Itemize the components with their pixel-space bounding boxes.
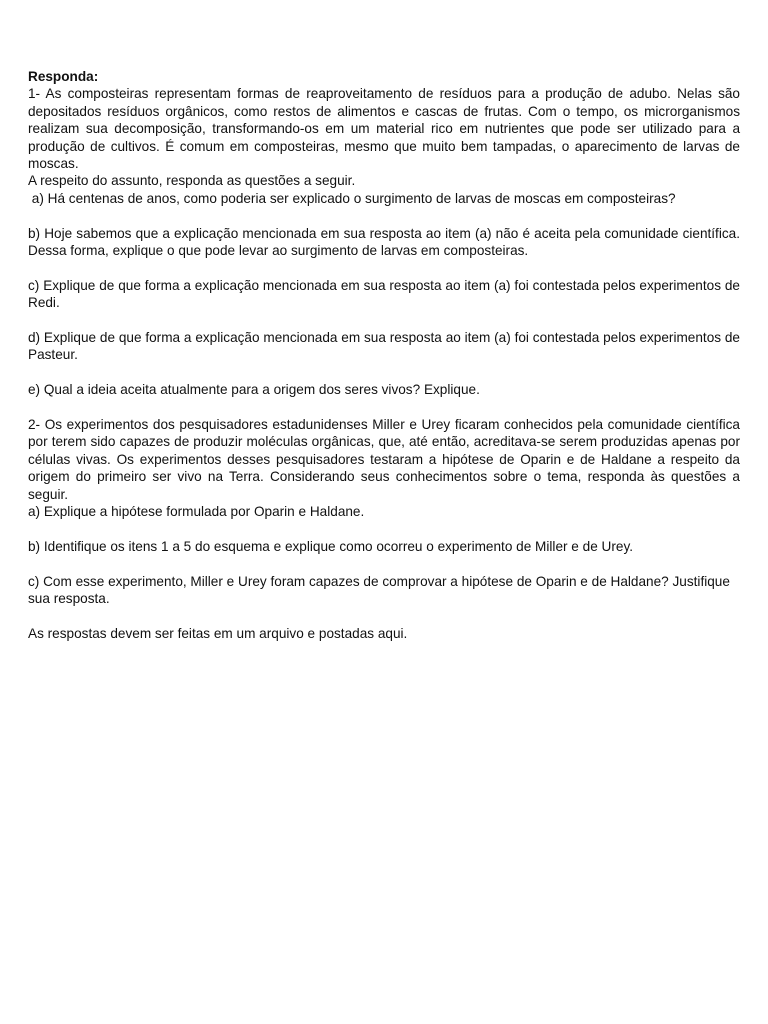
footer-note: As respostas devem ser feitas em um arquivo e postadas aqui. bbox=[28, 625, 408, 641]
document-body bbox=[28, 68, 740, 642]
question-1-intro: 1- As composteiras representam formas de reaproveitamento de resíduos para a produção de adubo. Nelas são depositados resíduos orgânicos, como restos de alimentos e cascas de frutas. Com o tempo, os microrganismos realizam sua decomposição, transformando-os em um material rico em nutrientes que pode ser utilizado para a produção de cultivos. É comum em composteiras, mesmo que muito bem tampadas, o aparecimento de larvas de moscas. bbox=[28, 86, 740, 172]
question-1-prompt: A respeito do assunto, responda as questões a seguir. bbox=[28, 173, 356, 189]
question-1-item-d: d) Explique de que forma a explicação mencionada em sua resposta ao item (a) foi contestada pelos experimentos de Pasteur. bbox=[28, 330, 740, 363]
question-1-item-b: b) Hoje sabemos que a explicação mencionada em sua resposta ao item (a) não é aceita pela comunidade científica. Dessa forma, explique o que pode levar ao surgimento de larvas em composteiras. bbox=[28, 225, 740, 259]
question-1-item-e: e) Qual a ideia aceita atualmente para a origem dos seres vivos? Explique. bbox=[28, 382, 480, 398]
question-2-item-b: b) Identifique os itens 1 a 5 do esquema e explique como ocorreu o experimento de Miller e de Urey. bbox=[28, 538, 634, 554]
question-1-item-a: a) Há centenas de anos, como poderia ser explicado o surgimento de larvas de moscas em composteiras? bbox=[28, 190, 676, 206]
question-2-item-a: a) Explique a hipótese formulada por Oparin e Haldane. bbox=[28, 504, 365, 520]
question-2-item-c: c) Com esse experimento, Miller e Urey foram capazes de comprovar a hipótese de Oparin e de Haldane? Justifique sua resposta. bbox=[28, 573, 730, 607]
heading: Responda: bbox=[28, 69, 99, 84]
question-2-intro: 2- Os experimentos dos pesquisadores estadunidenses Miller e Urey ficaram conhecidos pela comunidade científica por terem sido capazes de produzir moléculas orgânicas, que, até então, acreditava-se serem produzidas apenas por células vivas. Os experimentos desses pesquisadores testaram a hipótese de Oparin e de Haldane a respeito da origem do primeiro ser vivo na Terra. Considerando seus conhecimentos sobre o tema, responda às questões a seguir. bbox=[28, 417, 740, 502]
question-1-item-c: c) Explique de que forma a explicação mencionada em sua resposta ao item (a) foi contestada pelos experimentos de Redi. bbox=[28, 277, 740, 311]
